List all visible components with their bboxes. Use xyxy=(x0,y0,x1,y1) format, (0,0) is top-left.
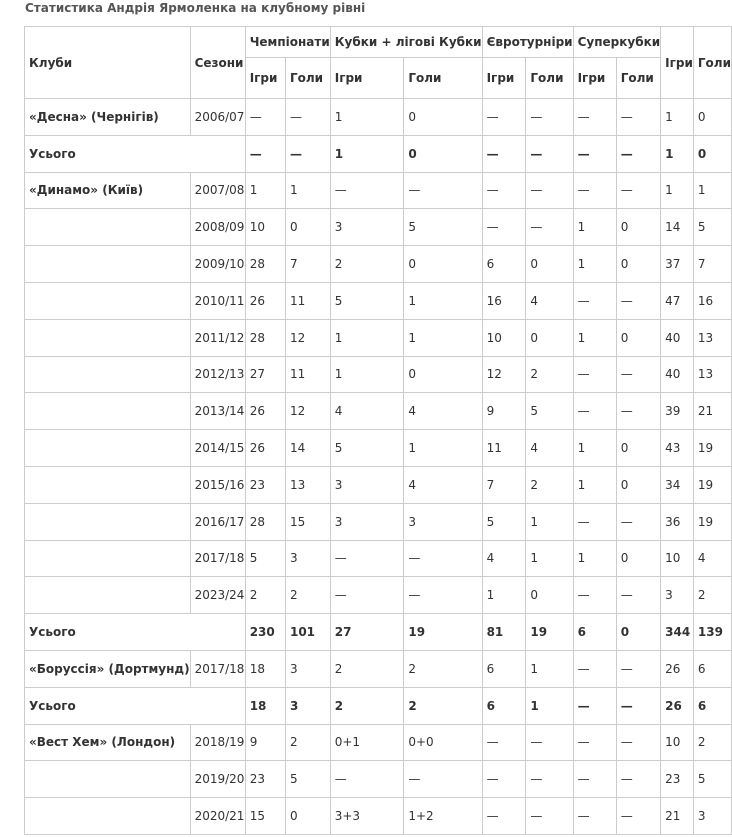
header-clubs: Клуби xyxy=(25,27,191,99)
club-cell xyxy=(25,319,191,356)
stat-cell: 40 xyxy=(661,356,694,393)
table-row xyxy=(25,209,732,246)
season-cell: 2012/13 xyxy=(190,356,245,393)
stat-cell: 230 xyxy=(245,614,285,651)
club-cell: «Десна» (Чернігів) xyxy=(25,99,191,136)
stat-cell: 0 xyxy=(616,430,660,467)
total-label: Усього xyxy=(25,687,246,724)
header-seasons: Сезони xyxy=(190,27,245,99)
stat-cell: — xyxy=(330,172,404,209)
stat-cell: 3 xyxy=(330,209,404,246)
stat-cell: 1 xyxy=(285,172,330,209)
stat-cell: 9 xyxy=(245,724,285,761)
stat-cell: — xyxy=(404,577,482,614)
header-cups-goals: Голи xyxy=(404,58,482,99)
stat-cell: 12 xyxy=(285,319,330,356)
stat-cell: 0 xyxy=(404,356,482,393)
stat-cell: 0 xyxy=(285,798,330,835)
stat-cell: 26 xyxy=(245,393,285,430)
header-super-games: Ігри xyxy=(573,58,616,99)
stat-cell: — xyxy=(573,761,616,798)
stat-cell: — xyxy=(616,798,660,835)
stat-cell: 15 xyxy=(285,503,330,540)
stat-cell: 47 xyxy=(661,282,694,319)
stat-cell: — xyxy=(482,724,526,761)
season-cell: 2017/18 xyxy=(190,540,245,577)
stat-cell: — xyxy=(245,99,285,136)
stat-cell: 19 xyxy=(693,466,731,503)
header-total-goals: Голи xyxy=(693,27,731,99)
stat-cell: — xyxy=(526,724,573,761)
season-cell: 2017/18 xyxy=(190,650,245,687)
stat-cell: 2 xyxy=(404,650,482,687)
stat-cell: 3 xyxy=(285,650,330,687)
club-cell xyxy=(25,430,191,467)
stat-cell: 7 xyxy=(285,246,330,283)
header-euro: Євротурніри xyxy=(482,27,573,58)
stat-cell: 1 xyxy=(330,319,404,356)
stat-cell: — xyxy=(526,172,573,209)
table-row xyxy=(25,172,732,209)
total-row xyxy=(25,135,732,172)
stat-cell: 28 xyxy=(245,319,285,356)
stat-cell: — xyxy=(330,577,404,614)
stat-cell: 2 xyxy=(693,577,731,614)
stat-cell: 28 xyxy=(245,246,285,283)
stat-cell: 4 xyxy=(404,466,482,503)
club-cell xyxy=(25,209,191,246)
stat-cell: 10 xyxy=(245,209,285,246)
stat-cell: — xyxy=(526,761,573,798)
table-row xyxy=(25,798,732,835)
season-cell: 2023/24 xyxy=(190,577,245,614)
stat-cell: 0 xyxy=(404,135,482,172)
stat-cell: 3 xyxy=(330,503,404,540)
stat-cell: — xyxy=(482,99,526,136)
stat-cell: — xyxy=(482,135,526,172)
total-row xyxy=(25,687,732,724)
stat-cell: 1+2 xyxy=(404,798,482,835)
table-row xyxy=(25,99,732,136)
season-cell: 2007/08 xyxy=(190,172,245,209)
stat-cell: — xyxy=(285,135,330,172)
table-row xyxy=(25,246,732,283)
stat-cell: 6 xyxy=(482,650,526,687)
season-cell: 2018/19 xyxy=(190,724,245,761)
stat-cell: 16 xyxy=(693,282,731,319)
club-cell xyxy=(25,246,191,283)
stat-cell: 1 xyxy=(573,246,616,283)
season-cell: 2006/07 xyxy=(190,99,245,136)
stat-cell: 16 xyxy=(482,282,526,319)
stat-cell: 26 xyxy=(661,687,694,724)
stat-cell: 5 xyxy=(285,761,330,798)
stat-cell: 11 xyxy=(285,282,330,319)
stat-cell: 4 xyxy=(482,540,526,577)
stat-cell: 11 xyxy=(482,430,526,467)
stat-cell: 344 xyxy=(661,614,694,651)
stat-cell: 0 xyxy=(693,135,731,172)
stat-cell: 1 xyxy=(330,99,404,136)
stat-cell: 39 xyxy=(661,393,694,430)
stat-cell: 13 xyxy=(693,319,731,356)
header-league-goals: Голи xyxy=(285,58,330,99)
stat-cell: — xyxy=(616,650,660,687)
stat-cell: 1 xyxy=(404,282,482,319)
stat-cell: — xyxy=(573,393,616,430)
stat-cell: 6 xyxy=(482,246,526,283)
stat-cell: — xyxy=(616,577,660,614)
stat-cell: 1 xyxy=(526,687,573,724)
stat-cell: 0+1 xyxy=(330,724,404,761)
club-cell xyxy=(25,356,191,393)
stat-cell: 1 xyxy=(573,430,616,467)
table-row xyxy=(25,503,732,540)
stat-cell: 14 xyxy=(661,209,694,246)
table-row xyxy=(25,577,732,614)
stat-cell: — xyxy=(573,650,616,687)
stat-cell: — xyxy=(482,761,526,798)
stat-cell: — xyxy=(616,724,660,761)
stat-cell: 11 xyxy=(285,356,330,393)
stat-cell: 26 xyxy=(245,282,285,319)
stat-cell: 13 xyxy=(285,466,330,503)
stat-cell: — xyxy=(573,356,616,393)
stat-cell: 5 xyxy=(482,503,526,540)
stat-cell: 4 xyxy=(526,282,573,319)
stat-cell: — xyxy=(285,99,330,136)
stat-cell: — xyxy=(404,761,482,798)
club-cell: «Динамо» (Київ) xyxy=(25,172,191,209)
stat-cell: 1 xyxy=(573,319,616,356)
stat-cell: 0 xyxy=(404,246,482,283)
table-row xyxy=(25,393,732,430)
stat-cell: 10 xyxy=(661,724,694,761)
stat-cell: — xyxy=(573,687,616,724)
stat-cell: 1 xyxy=(526,503,573,540)
stat-cell: — xyxy=(482,209,526,246)
stat-cell: 1 xyxy=(330,135,404,172)
stat-cell: 2 xyxy=(330,650,404,687)
stat-cell: — xyxy=(526,135,573,172)
stat-cell: 3 xyxy=(285,687,330,724)
season-cell: 2011/12 xyxy=(190,319,245,356)
stat-cell: — xyxy=(616,282,660,319)
stat-cell: 3 xyxy=(693,798,731,835)
stat-cell: 2 xyxy=(285,724,330,761)
stat-cell: 36 xyxy=(661,503,694,540)
stat-cell: — xyxy=(526,99,573,136)
total-label: Усього xyxy=(25,614,246,651)
stat-cell: 0 xyxy=(616,466,660,503)
stat-cell: 3 xyxy=(285,540,330,577)
stat-cell: 43 xyxy=(661,430,694,467)
stat-cell: 34 xyxy=(661,466,694,503)
table-body xyxy=(25,99,732,835)
stat-cell: — xyxy=(616,761,660,798)
stat-cell: — xyxy=(573,577,616,614)
stat-cell: 23 xyxy=(245,761,285,798)
stat-cell: 6 xyxy=(482,687,526,724)
stat-cell: 81 xyxy=(482,614,526,651)
stat-cell: — xyxy=(616,687,660,724)
stat-cell: 139 xyxy=(693,614,731,651)
stat-cell: 13 xyxy=(693,356,731,393)
stat-cell: — xyxy=(573,798,616,835)
stat-cell: — xyxy=(330,761,404,798)
stat-cell: — xyxy=(404,172,482,209)
header-euro-games: Ігри xyxy=(482,58,526,99)
stat-cell: 4 xyxy=(693,540,731,577)
stat-cell: 19 xyxy=(404,614,482,651)
stat-cell: 27 xyxy=(245,356,285,393)
header-euro-goals: Голи xyxy=(526,58,573,99)
stat-cell: — xyxy=(573,135,616,172)
stat-cell: 0 xyxy=(526,577,573,614)
club-cell: «Боруссія» (Дортмунд) xyxy=(25,650,191,687)
header-cups-games: Ігри xyxy=(330,58,404,99)
stat-cell: 10 xyxy=(482,319,526,356)
stat-cell: 3+3 xyxy=(330,798,404,835)
table-row xyxy=(25,466,732,503)
stat-cell: 0 xyxy=(616,614,660,651)
club-cell xyxy=(25,466,191,503)
stat-cell: 1 xyxy=(661,135,694,172)
stat-cell: 1 xyxy=(573,466,616,503)
club-cell xyxy=(25,798,191,835)
stat-cell: 12 xyxy=(285,393,330,430)
stat-cell: 4 xyxy=(526,430,573,467)
stat-cell: 26 xyxy=(661,650,694,687)
club-cell xyxy=(25,577,191,614)
stat-cell: 10 xyxy=(661,540,694,577)
table-row xyxy=(25,540,732,577)
header-row-groups xyxy=(25,27,732,58)
stat-cell: 15 xyxy=(245,798,285,835)
stat-cell: — xyxy=(573,172,616,209)
stat-cell: 101 xyxy=(285,614,330,651)
stat-cell: 4 xyxy=(330,393,404,430)
total-label: Усього xyxy=(25,135,246,172)
stat-cell: 18 xyxy=(245,687,285,724)
stat-cell: 0 xyxy=(285,209,330,246)
stat-cell: 7 xyxy=(482,466,526,503)
club-cell xyxy=(25,761,191,798)
stat-cell: — xyxy=(616,135,660,172)
stat-cell: — xyxy=(616,356,660,393)
season-cell: 2015/16 xyxy=(190,466,245,503)
stat-cell: 5 xyxy=(693,209,731,246)
stat-cell: 0 xyxy=(616,540,660,577)
table-row xyxy=(25,282,732,319)
stat-cell: — xyxy=(526,209,573,246)
stat-cell: 1 xyxy=(573,209,616,246)
stat-cell: — xyxy=(616,99,660,136)
stat-cell: 27 xyxy=(330,614,404,651)
stat-cell: — xyxy=(616,172,660,209)
table-row xyxy=(25,724,732,761)
stat-cell: 5 xyxy=(526,393,573,430)
stat-cell: 2 xyxy=(693,724,731,761)
stat-cell: 1 xyxy=(482,577,526,614)
stat-cell: 1 xyxy=(661,99,694,136)
header-league-games: Ігри xyxy=(245,58,285,99)
stat-cell: — xyxy=(616,393,660,430)
table-row xyxy=(25,430,732,467)
stat-cell: 9 xyxy=(482,393,526,430)
header-total-games: Ігри xyxy=(661,27,694,99)
stat-cell: 0 xyxy=(693,99,731,136)
stat-cell: 26 xyxy=(245,430,285,467)
stat-cell: 23 xyxy=(245,466,285,503)
stat-cell: 0 xyxy=(616,319,660,356)
stat-cell: 12 xyxy=(482,356,526,393)
season-cell: 2019/20 xyxy=(190,761,245,798)
season-cell: 2013/14 xyxy=(190,393,245,430)
season-cell: 2016/17 xyxy=(190,503,245,540)
stat-cell: — xyxy=(573,503,616,540)
stat-cell: — xyxy=(482,172,526,209)
stat-cell: 2 xyxy=(330,246,404,283)
table-row xyxy=(25,650,732,687)
stat-cell: 19 xyxy=(693,430,731,467)
season-cell: 2014/15 xyxy=(190,430,245,467)
table-row xyxy=(25,319,732,356)
total-row xyxy=(25,614,732,651)
stat-cell: 19 xyxy=(693,503,731,540)
stat-cell: 1 xyxy=(526,540,573,577)
stat-cell: 5 xyxy=(245,540,285,577)
season-cell: 2009/10 xyxy=(190,246,245,283)
stat-cell: — xyxy=(482,798,526,835)
stat-cell: 2 xyxy=(526,466,573,503)
stat-cell: — xyxy=(245,135,285,172)
stat-cell: 2 xyxy=(404,687,482,724)
club-cell xyxy=(25,282,191,319)
stat-cell: 21 xyxy=(661,798,694,835)
stat-cell: 3 xyxy=(661,577,694,614)
stat-cell: 1 xyxy=(661,172,694,209)
club-cell: «Вест Хем» (Лондон) xyxy=(25,724,191,761)
stat-cell: 1 xyxy=(573,540,616,577)
stat-cell: 5 xyxy=(330,430,404,467)
stat-cell: 2 xyxy=(526,356,573,393)
stat-cell: — xyxy=(330,540,404,577)
season-cell: 2020/21 xyxy=(190,798,245,835)
stat-cell: — xyxy=(526,798,573,835)
stat-cell: 1 xyxy=(330,356,404,393)
stat-cell: 4 xyxy=(404,393,482,430)
stat-cell: — xyxy=(573,99,616,136)
stat-cell: 0 xyxy=(526,319,573,356)
stat-cell: 1 xyxy=(245,172,285,209)
stat-cell: 0 xyxy=(616,246,660,283)
stat-cell: 2 xyxy=(330,687,404,724)
stat-cell: 21 xyxy=(693,393,731,430)
stat-cell: 3 xyxy=(330,466,404,503)
stat-cell: 6 xyxy=(573,614,616,651)
table-row xyxy=(25,356,732,393)
stat-cell: 2 xyxy=(245,577,285,614)
table-caption: Статистика Андрія Ярмоленка на клубному рівні xyxy=(25,1,366,15)
stat-cell: 37 xyxy=(661,246,694,283)
stat-cell: 28 xyxy=(245,503,285,540)
stat-cell: 7 xyxy=(693,246,731,283)
stat-cell: 0 xyxy=(616,209,660,246)
stat-cell: 0 xyxy=(404,99,482,136)
stat-cell: 6 xyxy=(693,687,731,724)
stat-cell: — xyxy=(616,503,660,540)
stat-cell: 1 xyxy=(404,319,482,356)
stat-cell: 5 xyxy=(404,209,482,246)
stat-cell: 6 xyxy=(693,650,731,687)
table-row xyxy=(25,761,732,798)
stat-cell: 1 xyxy=(526,650,573,687)
season-cell: 2010/11 xyxy=(190,282,245,319)
club-statistics-table xyxy=(24,26,732,835)
stat-cell: — xyxy=(573,282,616,319)
stat-cell: 14 xyxy=(285,430,330,467)
header-cups: Кубки + лігові Кубки xyxy=(330,27,482,58)
season-cell: 2008/09 xyxy=(190,209,245,246)
stat-cell: — xyxy=(404,540,482,577)
stat-cell: 5 xyxy=(330,282,404,319)
stat-cell: 18 xyxy=(245,650,285,687)
stat-cell: 5 xyxy=(693,761,731,798)
club-cell xyxy=(25,393,191,430)
club-cell xyxy=(25,540,191,577)
club-cell xyxy=(25,503,191,540)
stat-cell: 40 xyxy=(661,319,694,356)
header-super-goals: Голи xyxy=(616,58,660,99)
header-league: Чемпіонати xyxy=(245,27,330,58)
stat-cell: 1 xyxy=(404,430,482,467)
stat-cell: 2 xyxy=(285,577,330,614)
stat-cell: 3 xyxy=(404,503,482,540)
header-super: Суперкубки xyxy=(573,27,661,58)
stat-cell: — xyxy=(573,724,616,761)
stat-cell: 19 xyxy=(526,614,573,651)
stat-cell: 0+0 xyxy=(404,724,482,761)
stat-cell: 0 xyxy=(526,246,573,283)
stat-cell: 1 xyxy=(693,172,731,209)
stat-cell: 23 xyxy=(661,761,694,798)
